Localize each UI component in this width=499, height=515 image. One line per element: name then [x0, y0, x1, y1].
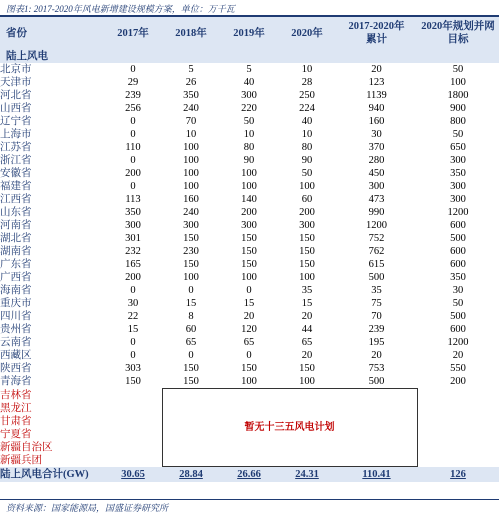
cell-v2017: 150	[125, 376, 141, 388]
empty-cell	[417, 402, 499, 415]
paused-province-name: 吉林省	[0, 389, 32, 401]
cell-target: 650	[450, 142, 466, 153]
cell-v2020: 50	[301, 168, 313, 179]
province-name: 河南省	[0, 220, 32, 231]
table-row	[0, 115, 499, 128]
table-row	[0, 271, 499, 284]
cell-v2018: 0	[188, 285, 194, 296]
cell-v2020: 65	[301, 337, 313, 348]
cell-v2019: 200	[241, 207, 257, 218]
province-name: 湖北省	[0, 233, 32, 244]
cell-cum: 1139	[366, 90, 387, 101]
province-name: 广东省	[0, 259, 32, 270]
cell-target: 1800	[447, 90, 469, 101]
paused-province-name: 新疆兵团	[0, 454, 42, 466]
cell-v2018: 240	[183, 207, 199, 218]
header-row	[0, 17, 499, 49]
cell-v2017: 200	[125, 168, 141, 179]
cell-v2019: 40	[243, 77, 255, 88]
province-name: 北京市	[0, 64, 32, 75]
cell-v2018: 5	[188, 64, 194, 75]
total-row	[0, 467, 499, 483]
province-name: 安徽省	[0, 168, 32, 179]
cell-v2018: 150	[183, 363, 199, 374]
total-target	[417, 467, 499, 483]
cell-v2019: 140	[241, 194, 257, 205]
table-row	[0, 141, 499, 154]
province-name: 山东省	[0, 207, 32, 218]
province-name: 四川省	[0, 311, 32, 322]
header-cumulative-line2: 累计	[366, 34, 387, 45]
header-target-line1: 2020年规划并网	[421, 21, 495, 32]
total-value: 110.41	[362, 469, 391, 480]
cell-v2020: 300	[299, 220, 315, 231]
cell-target: 800	[450, 116, 466, 127]
cell-v2020: 200	[299, 207, 315, 218]
paused-province-row	[0, 389, 499, 402]
cell-v2020: 150	[299, 363, 315, 374]
header-2019: 2019年	[220, 17, 278, 49]
table-row	[0, 102, 499, 115]
cell-v2017: 30	[127, 298, 139, 309]
cell-v2020: 28	[301, 77, 313, 88]
province-name: 浙江省	[0, 155, 32, 166]
cell-v2019: 220	[241, 103, 257, 114]
cell-v2018: 100	[183, 142, 199, 153]
province-name: 湖南省	[0, 246, 32, 257]
cell-v2017: 239	[125, 90, 141, 101]
cell-v2017: 22	[127, 311, 139, 322]
cell-v2020: 100	[299, 272, 315, 283]
table-body	[0, 49, 499, 482]
cell-v2020: 80	[301, 142, 313, 153]
empty-cell	[417, 415, 499, 428]
cell-target: 300	[450, 181, 466, 192]
cell-v2017: 350	[125, 207, 141, 218]
cell-target: 1200	[447, 337, 469, 348]
cell-v2018: 300	[183, 220, 199, 231]
cell-v2019: 50	[243, 116, 255, 127]
table-row	[0, 349, 499, 362]
cell-v2017: 165	[125, 259, 141, 270]
table-row	[0, 310, 499, 323]
cell-cum: 300	[368, 181, 385, 192]
wind-capacity-table	[0, 17, 499, 482]
paused-province-name: 甘肃省	[0, 415, 32, 427]
table-row	[0, 167, 499, 180]
province-name: 广西省	[0, 272, 32, 283]
cell-v2019: 150	[241, 246, 257, 257]
cell-cum: 75	[371, 298, 382, 309]
total-v2019	[220, 467, 278, 483]
cell-cum: 20	[371, 64, 382, 75]
paused-note-box: 暂无十三五风电计划	[162, 389, 417, 467]
empty-cell	[417, 428, 499, 441]
cell-cum: 752	[368, 233, 385, 244]
cell-v2020: 10	[301, 129, 313, 140]
province-name: 贵州省	[0, 324, 32, 335]
empty-cell	[104, 428, 162, 441]
cell-v2020: 40	[301, 116, 313, 127]
header-2018: 2018年	[162, 17, 220, 49]
header-province: 省份	[0, 17, 104, 49]
header-cumulative	[336, 17, 417, 49]
cell-v2020: 20	[301, 311, 313, 322]
cell-v2018: 150	[183, 376, 199, 387]
table-row	[0, 323, 499, 336]
province-name: 海南省	[0, 285, 32, 296]
table-row	[0, 180, 499, 193]
table-row	[0, 193, 499, 206]
cell-v2017: 0	[130, 155, 136, 166]
cell-target: 600	[450, 220, 466, 231]
cell-v2020: 15	[301, 298, 313, 309]
cell-v2017: 15	[127, 324, 139, 335]
cell-v2017: 0	[130, 337, 136, 348]
table-row	[0, 258, 499, 271]
cell-cum: 615	[368, 259, 385, 270]
empty-cell	[104, 415, 162, 428]
cell-v2020: 150	[299, 233, 315, 244]
cell-cum: 990	[368, 207, 385, 218]
paused-province-name: 新疆自治区	[0, 441, 53, 453]
cell-v2019: 65	[243, 337, 255, 348]
cell-v2019: 100	[241, 272, 257, 283]
province-name: 辽宁省	[0, 116, 32, 127]
table-row	[0, 63, 499, 76]
cell-v2020: 10	[301, 64, 313, 75]
cell-v2019: 120	[241, 324, 257, 335]
cell-cum: 123	[368, 77, 385, 88]
cell-v2018: 8	[188, 311, 194, 322]
cell-v2017: 0	[130, 116, 136, 127]
cell-v2017: 232	[125, 246, 141, 257]
empty-cell	[104, 402, 162, 415]
province-name: 福建省	[0, 181, 32, 192]
cell-v2020: 150	[299, 259, 315, 270]
cell-target: 200	[450, 376, 466, 388]
cell-cum: 500	[368, 272, 385, 283]
total-v2020	[278, 467, 336, 483]
total-cum	[336, 467, 417, 483]
cell-v2017: 0	[130, 64, 136, 75]
cell-target: 100	[450, 77, 466, 88]
total-v2017	[104, 467, 162, 483]
table-row	[0, 245, 499, 258]
empty-cell	[417, 441, 499, 454]
cell-v2017: 256	[125, 103, 141, 114]
header-target-line2: 目标	[447, 34, 469, 45]
cell-cum: 500	[368, 376, 385, 387]
cell-v2018: 100	[183, 155, 199, 166]
province-name: 江西省	[0, 194, 32, 205]
total-value: 30.65	[121, 468, 145, 480]
empty-cell	[104, 454, 162, 467]
cell-v2020: 20	[301, 350, 313, 361]
cell-v2017: 200	[125, 272, 141, 283]
total-value: 24.31	[295, 469, 319, 480]
cell-v2019: 20	[243, 311, 255, 322]
empty-cell	[417, 454, 499, 467]
cell-v2018: 100	[183, 181, 199, 192]
province-name: 云南省	[0, 337, 32, 348]
section-row	[0, 49, 499, 63]
header-2017: 2017年	[104, 17, 162, 49]
table-row	[0, 206, 499, 219]
cell-cum: 20	[371, 350, 382, 361]
cell-target: 50	[452, 129, 464, 140]
cell-v2018: 150	[183, 259, 199, 270]
cell-v2019: 150	[241, 259, 257, 270]
province-name: 青海省	[0, 376, 32, 388]
cell-v2019: 300	[241, 90, 257, 101]
cell-v2018: 0	[188, 350, 194, 361]
table-row	[0, 232, 499, 245]
paused-province-name: 宁夏省	[0, 428, 32, 440]
cell-target: 500	[450, 233, 466, 244]
cell-v2017: 0	[130, 129, 136, 140]
cell-v2018: 160	[183, 194, 199, 205]
province-name: 陕西省	[0, 363, 32, 374]
figure-caption: 图表1: 2017-2020年风电新增建设规模方案，单位：万千瓦	[6, 4, 235, 14]
province-name: 山西省	[0, 103, 32, 114]
province-name: 江苏省	[0, 142, 32, 153]
table-row	[0, 154, 499, 167]
cell-cum: 370	[368, 142, 385, 153]
cell-cum: 35	[371, 285, 382, 296]
cell-target: 600	[450, 259, 466, 270]
bottom-rule	[0, 499, 499, 500]
total-value: 126	[450, 468, 466, 480]
total-v2018	[162, 467, 220, 483]
cell-cum: 753	[368, 363, 385, 374]
cell-target: 300	[450, 194, 466, 205]
province-name: 上海市	[0, 129, 32, 140]
cell-cum: 239	[368, 324, 385, 335]
section-title: 陆上风电	[0, 49, 499, 63]
cell-v2017: 0	[130, 181, 136, 192]
cell-cum: 70	[371, 311, 382, 322]
table-row	[0, 297, 499, 310]
cell-v2019: 80	[243, 142, 255, 153]
cell-v2019: 10	[243, 129, 255, 140]
cell-v2017: 113	[125, 194, 141, 205]
cell-v2018: 150	[183, 233, 199, 244]
empty-cell	[417, 389, 499, 402]
cell-cum: 280	[368, 155, 385, 166]
cell-v2018: 70	[185, 116, 197, 127]
cell-v2019: 5	[246, 64, 252, 75]
cell-target: 50	[452, 64, 464, 75]
total-value: 28.84	[179, 469, 203, 480]
cell-v2018: 15	[185, 298, 197, 309]
cell-target: 600	[450, 324, 466, 335]
cell-v2017: 29	[127, 77, 139, 88]
cell-v2019: 150	[241, 233, 257, 244]
cell-cum: 450	[368, 168, 385, 179]
cell-v2019: 0	[246, 285, 252, 296]
cell-target: 30	[452, 285, 464, 296]
cell-v2018: 100	[183, 272, 199, 283]
empty-cell	[104, 389, 162, 402]
cell-target: 550	[450, 363, 466, 374]
header-target	[417, 17, 499, 49]
cell-cum: 1200	[366, 220, 387, 231]
cell-v2017: 300	[125, 220, 141, 231]
cell-target: 900	[450, 103, 466, 114]
cell-v2020: 35	[301, 285, 313, 296]
table-row	[0, 76, 499, 89]
cell-v2019: 150	[241, 363, 257, 374]
cell-cum: 762	[368, 246, 385, 257]
total-label: 陆上风电合计(GW)	[0, 467, 104, 483]
table-row	[0, 336, 499, 349]
cell-v2020: 250	[299, 90, 315, 101]
cell-cum: 195	[368, 337, 385, 348]
empty-cell	[104, 441, 162, 454]
cell-v2020: 60	[301, 194, 313, 205]
cell-target: 600	[450, 246, 466, 257]
cell-v2019: 100	[241, 376, 257, 387]
cell-target: 350	[450, 168, 466, 179]
cell-v2020: 100	[299, 181, 315, 192]
cell-v2017: 303	[125, 363, 141, 374]
cell-v2020: 90	[301, 155, 313, 166]
cell-v2019: 0	[246, 350, 252, 361]
cell-v2020: 44	[301, 324, 313, 335]
cell-target: 350	[450, 272, 466, 283]
cell-cum: 940	[368, 103, 385, 114]
cell-v2020: 224	[299, 103, 315, 114]
source-note: 资料来源：国家能源局，国盛证券研究所	[6, 503, 169, 513]
cell-v2019: 90	[243, 155, 255, 166]
cell-v2020: 100	[299, 376, 315, 387]
cell-v2017: 110	[125, 142, 141, 153]
table-row	[0, 362, 499, 375]
cell-v2018: 350	[183, 90, 199, 101]
table-row	[0, 284, 499, 297]
province-name: 西藏区	[0, 350, 32, 361]
paused-province-name: 黑龙江	[0, 402, 32, 414]
province-name: 河北省	[0, 90, 32, 101]
header-cumulative-line1: 2017-2020年	[348, 21, 405, 32]
cell-v2018: 230	[183, 246, 199, 257]
cell-target: 20	[452, 350, 464, 361]
cell-v2019: 100	[241, 168, 257, 179]
cell-target: 50	[452, 298, 464, 309]
province-name: 重庆市	[0, 298, 32, 309]
table-row	[0, 219, 499, 232]
cell-v2017: 301	[125, 233, 141, 244]
cell-target: 300	[450, 155, 466, 166]
cell-v2018: 60	[185, 324, 197, 335]
cell-target: 500	[450, 311, 466, 322]
cell-v2017: 0	[130, 350, 136, 361]
cell-v2018: 10	[185, 129, 197, 140]
total-value: 26.66	[237, 469, 261, 480]
table-row	[0, 128, 499, 141]
table-row	[0, 89, 499, 102]
cell-v2020: 150	[299, 246, 315, 257]
header-2020: 2020年	[278, 17, 336, 49]
cell-cum: 30	[371, 129, 382, 140]
cell-v2018: 240	[183, 103, 199, 114]
cell-v2019: 15	[243, 298, 255, 309]
cell-v2019: 300	[241, 220, 257, 231]
cell-v2018: 100	[183, 168, 199, 179]
cell-v2018: 65	[185, 337, 197, 348]
table-row	[0, 375, 499, 389]
cell-cum: 160	[368, 116, 385, 127]
cell-v2017: 0	[130, 285, 136, 296]
cell-v2019: 100	[241, 181, 257, 192]
cell-cum: 473	[368, 194, 385, 205]
province-name: 天津市	[0, 77, 32, 88]
cell-target: 1200	[447, 207, 469, 218]
cell-v2018: 26	[185, 77, 197, 88]
